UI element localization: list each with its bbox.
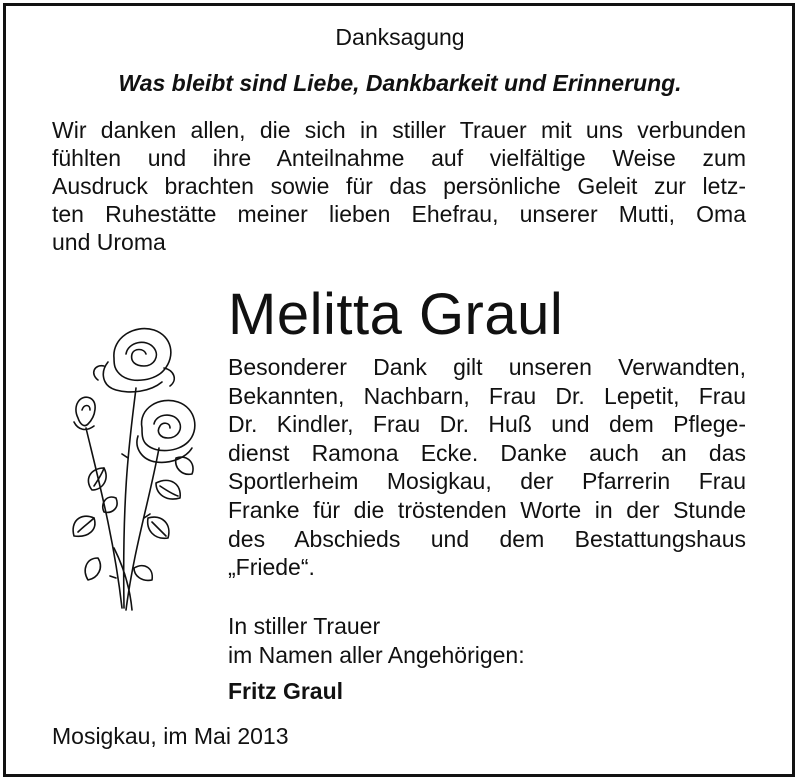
intro-line: und Uroma <box>52 229 166 255</box>
thanks-line: Besonderer Dank gilt unseren Verwandten, <box>228 354 746 380</box>
intro-line: Wir danken allen, die sich in stiller Trauer mit uns verbunden <box>52 117 746 143</box>
thanks-line: „Friede“. <box>228 554 315 581</box>
thanks-line: Bekannten, Nachbarn, Frau Dr. Lepetit, Frau <box>228 382 746 409</box>
mourning-line: In stiller Trauer <box>228 613 381 639</box>
mourning-block <box>228 612 525 670</box>
intro-line: Ausdruck brachten sowie für das persönliche Geleit zur letz- <box>52 173 746 199</box>
thanks-line: Sportlerheim Mosigkau, der Pfarrerin Frau <box>228 468 746 495</box>
intro-line: ten Ruhestätte meiner lieben Ehefrau, unserer Mutti, Oma <box>52 201 746 227</box>
thanks-paragraph <box>228 353 746 582</box>
thanks-line: dienst Ramona Ecke. Danke auch an das <box>228 439 746 466</box>
deceased-name: Melitta Graul <box>228 282 564 347</box>
mourning-line: im Namen aller Angehörigen: <box>228 642 525 668</box>
rose-illustration-icon <box>64 318 204 618</box>
signer-name: Fritz Graul <box>228 678 344 704</box>
notice-motto: Was bleibt sind Liebe, Dankbarkeit und Erinnerung. <box>118 70 682 96</box>
intro-line: fühlten und ihre Anteilnahme auf vielfältige Weise zum <box>52 145 746 171</box>
intro-paragraph <box>52 116 746 256</box>
notice-heading: Danksagung <box>335 24 465 50</box>
thanks-line: Dr. Kindler, Frau Dr. Huß und dem Pflege- <box>228 411 746 438</box>
place-date: Mosigkau, im Mai 2013 <box>52 723 289 749</box>
thanks-line: Franke für die tröstenden Worte in der Stunde <box>228 496 746 523</box>
thanks-line: des Abschieds und dem Bestattungshaus <box>228 525 746 552</box>
